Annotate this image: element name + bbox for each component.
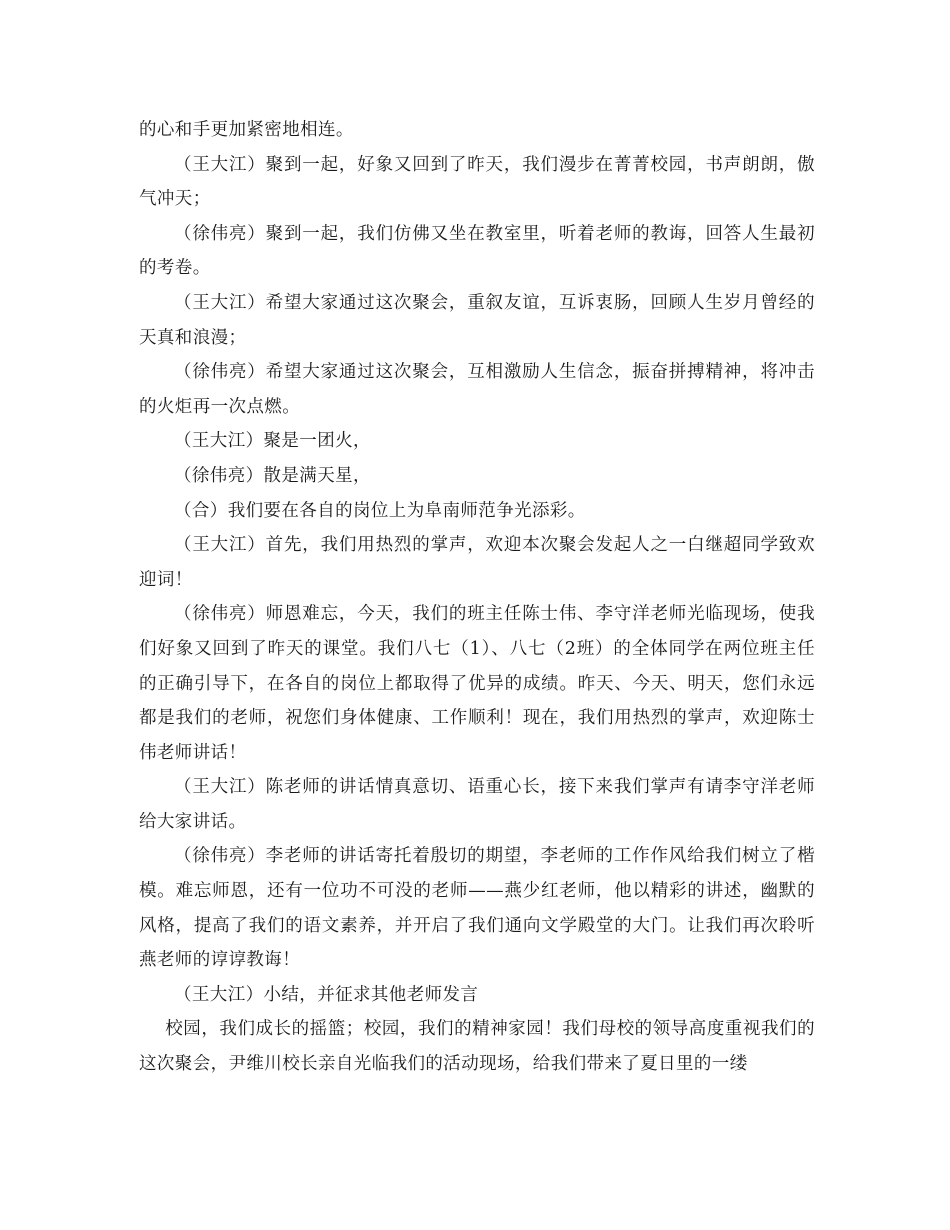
paragraph-3: （徐伟亮）聚到一起，我们仿佛又坐在教室里，听着老师的教诲，回答人生最初的考卷。 — [139, 223, 815, 279]
paragraph-11: （王大江）陈老师的讲话情真意切、语重心长，接下来我们掌声有请李守洋老师给大家讲话。 — [139, 777, 815, 832]
paragraph-12: （徐伟亮）李老师的讲话寄托着殷切的期望，李老师的工作作风给我们树立了楷模。难忘师恩，还有一位功不可没的老师——燕少红老师，他以精彩的讲述，幽默的风格，提高了我们的语文素养，并开启了我们通向文学殿堂的大门。让我们再次聆听燕老师的谆谆教诲！ — [139, 846, 815, 971]
paragraph-4: （王大江）希望大家通过这次聚会，重叙友谊，互诉衷肠，回顾人生岁月曾经的天真和浪漫； — [139, 292, 815, 348]
paragraph-14: 校园，我们成长的摇篮；校园，我们的精神家园！我们母校的领导高度重视我们的这次聚会，尹维川校长亲自光临我们的活动现场，给我们带来了夏日里的一缕 — [139, 1019, 815, 1075]
paragraph-7: （徐伟亮）散是满天星， — [174, 465, 371, 486]
paragraph-13: （王大江）小结，并征求其他老师发言 — [174, 984, 479, 1005]
document-body — [139, 113, 815, 1082]
paragraph-10: （徐伟亮）师恩难忘，今天，我们的班主任陈士伟、李守洋老师光临现场，使我们好象又回到了昨天的课堂。我们八七（1）、八七（2班）的全体同学在两位班主任的正确引导下，在各自的岗位上都取得了优异的成绩。昨天、今天、明天，您们永远都是我们的老师，祝您们身体健康、工作顺利！现在，我们用热烈的掌声，欢迎陈士伟老师讲话！ — [139, 604, 815, 763]
paragraph-5: （徐伟亮）希望大家通过这次聚会，互相激励人生信念，振奋拼搏精神，将冲击的火炬再一次点燃。 — [139, 362, 815, 417]
paragraph-6: （王大江）聚是一团火， — [174, 431, 371, 452]
paragraph-8: （合）我们要在各自的岗位上为阜南师范争光添彩。 — [174, 500, 586, 521]
paragraph-1: 的心和手更加紧密地相连。 — [139, 120, 354, 140]
paragraph-9: （王大江）首先，我们用热烈的掌声，欢迎本次聚会发起人之一白继超同学致欢迎词！ — [139, 535, 815, 590]
paragraph-2: （王大江）聚到一起，好象又回到了昨天，我们漫步在菁菁校园，书声朗朗，傲气冲天； — [139, 154, 815, 210]
